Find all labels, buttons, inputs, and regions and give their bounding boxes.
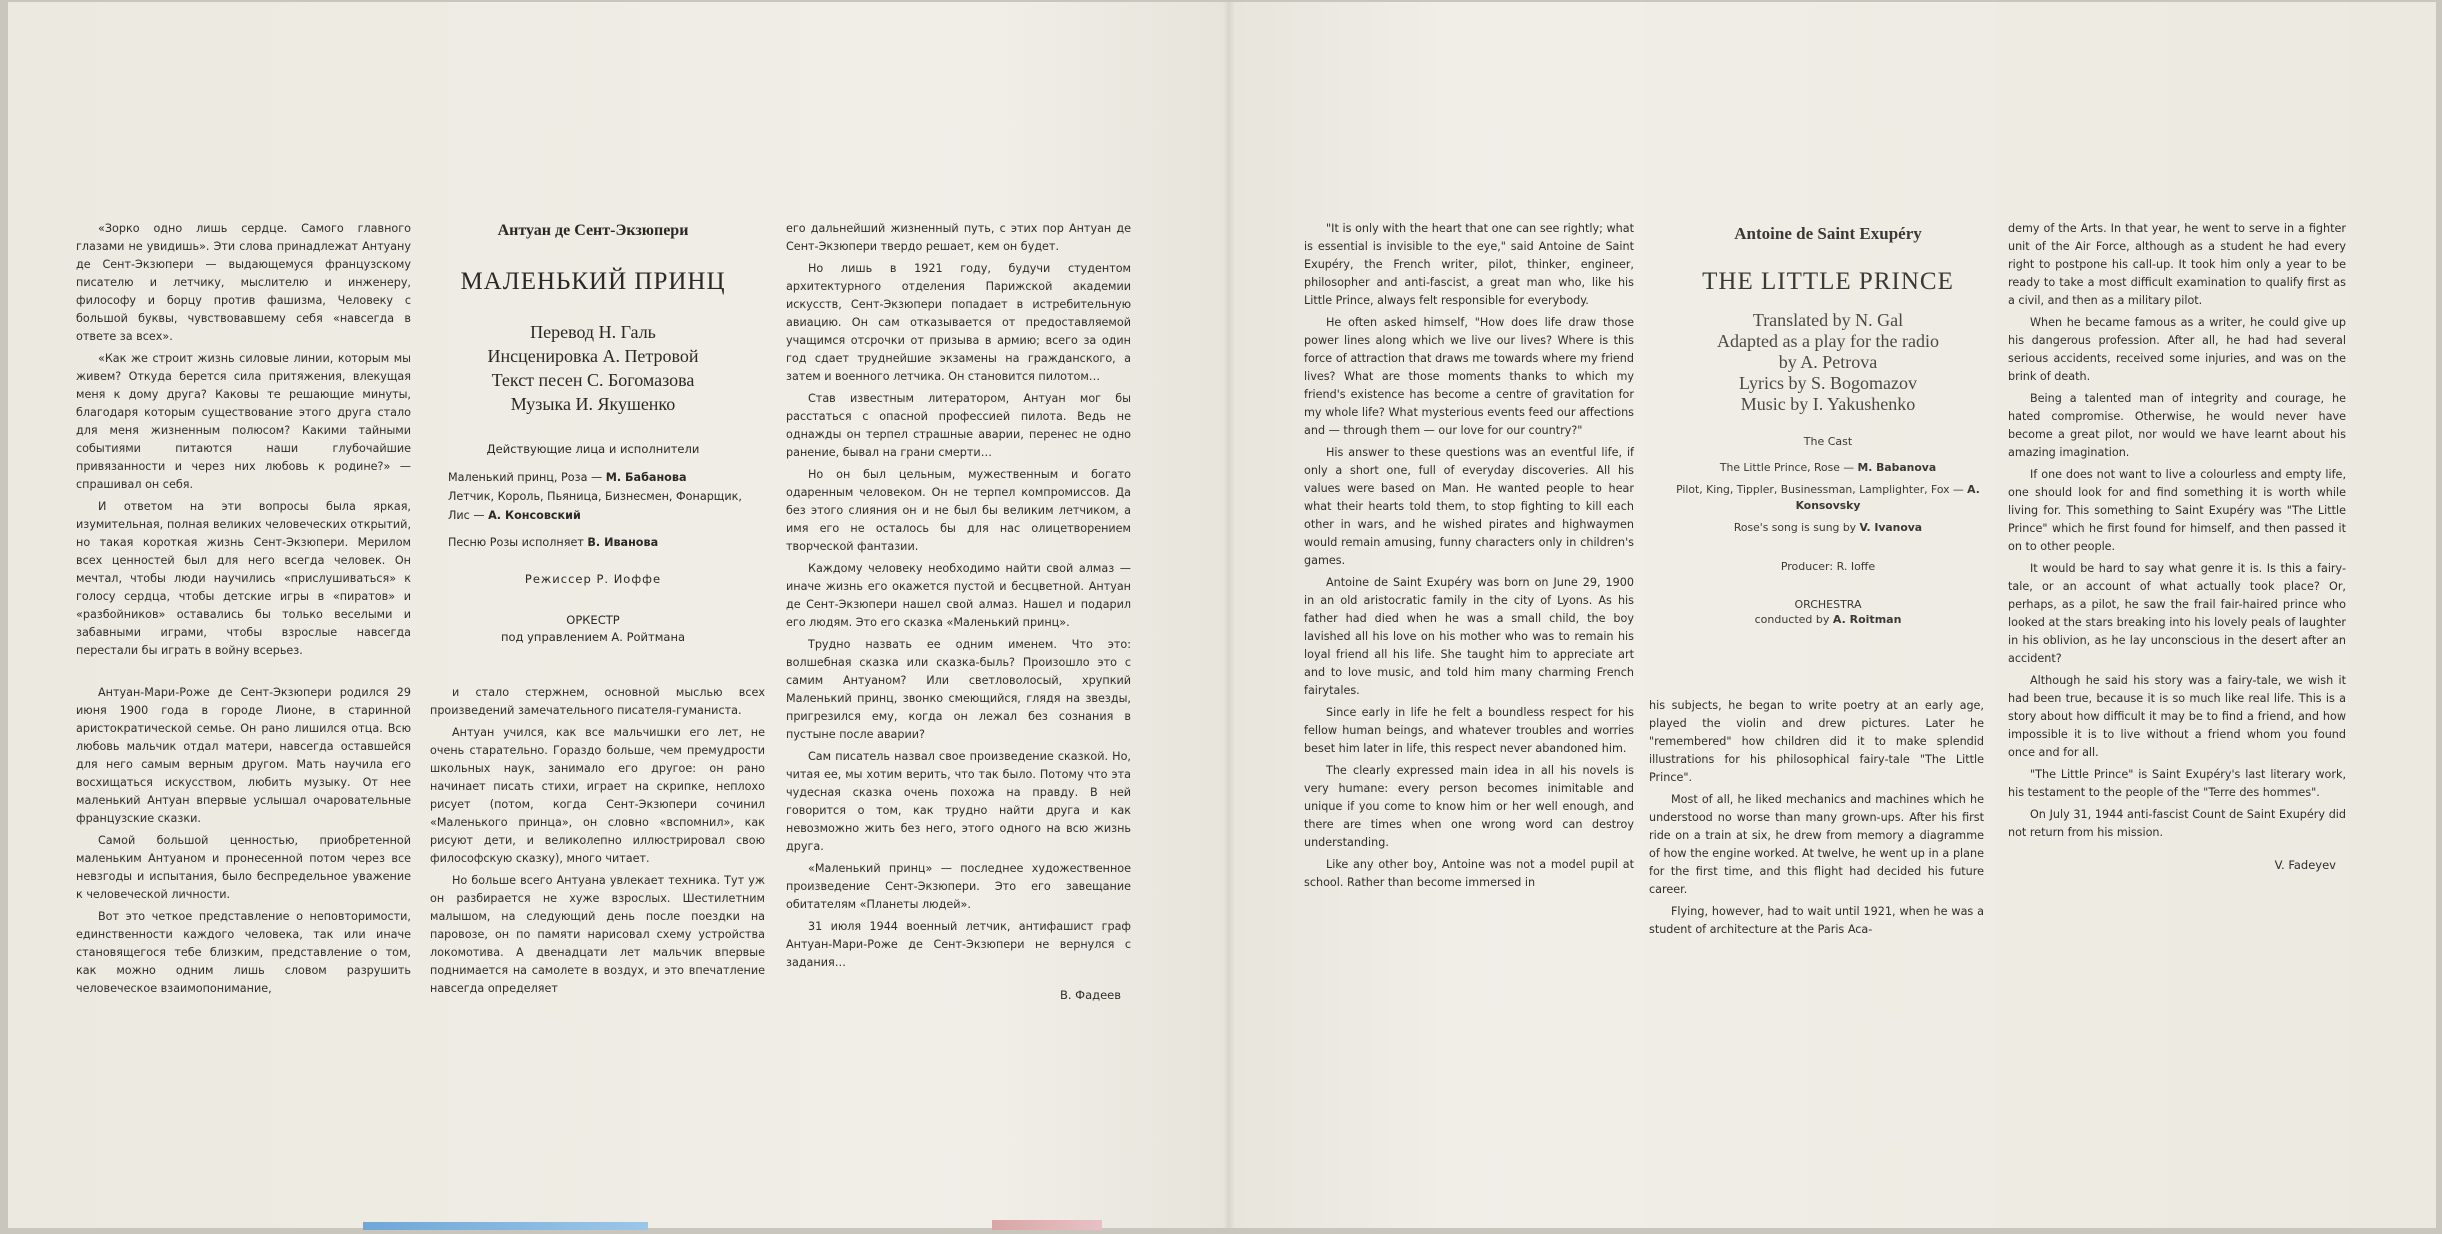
en-title: THE LITTLE PRINCE (1702, 268, 1954, 295)
cast-actor: A. Konsovsky (1795, 483, 1980, 512)
paragraph: Антуан-Мари-Роже де Сент-Экзюпери родился 29 июня 1900 года в городе Лионе, в старинной аристократической семье. Он рано лишился отца. Всю любовь мальчик отдал матери, навсегда оставшейся для него самым верным другом. Мать научила его восхищаться искусством, любить музыку. От нее маленький Антуан впервые услышал очаровательные французские сказки. (76, 686, 411, 825)
cast-row (448, 468, 758, 487)
orchestra-label: ORCHESTRA (1794, 598, 1862, 611)
ru-title-block (428, 222, 758, 646)
credit-line: Lyrics by S. Bogomazov (1739, 373, 1917, 393)
en-cast-list (1663, 460, 1993, 536)
paragraph: Like any other boy, Antoine was not a model pupil at school. Rather than become immersed in (1304, 858, 1634, 889)
paragraph: Flying, however, had to wait until 1921, when he was a student of architecture at the Paris Aca- (1649, 905, 1984, 936)
en-credits (1663, 310, 1993, 415)
album-sleeve (8, 2, 2436, 1228)
paragraph: «Как же строит жизнь силовые линии, которым мы живем? Откуда берется сила притяжения, влекущая меня к дому друга? Каковы те решающие минуты, благодаря которым существование этого друга стало для меня жизненным полюсом? Какими тайными событиями питаются наши глубочайшие привязанности и через них любовь к родине?» — спрашивал он себя. (76, 352, 411, 491)
credit-line: Translated by N. Gal (1752, 310, 1904, 330)
en-column-3 (2008, 220, 2346, 874)
ru-signature: В. Фадеев (1059, 988, 1121, 1002)
paragraph: «Зорко одно лишь сердце. Самого главного глазами не увидишь». Эти слова принадлежат Антуану де Сент-Экзюпери — выдающемуся французскому писателю и летчику, мыслителю и инженеру, философу и борцу против фашизма, Человеку с большой буквы, чувствовавшему себя «навсегда в ответе за всех». (76, 222, 411, 343)
paragraph: И ответом на эти вопросы была яркая, изумительная, полная великих человеческих открытий, но такая короткая жизнь Сент-Экзюпери. Мерилом всех ценностей был для него всегда человек. Он мечтал, чтобы люди научились «прислушиваться» к голосу сердца, чтобы детские игры в «пиратов» и «разбойников» оставались бы только веселыми и забавными играми, чтобы взрослые навсегда перестали бы играть в войну всерьез. (76, 500, 411, 657)
en-signature: V. Fadeyev (2274, 858, 2336, 872)
paragraph: "It is only with the heart that one can see rightly; what is essential is invisible to the eye," said Antoine de Saint Exupéry, the French writer, pilot, thinker, engineer, philosopher and anti-fascist, a great man who, like his Little Prince, always felt responsible for everybody. (1304, 222, 1634, 307)
blue-edge-mark (363, 1222, 648, 1230)
paragraph: Since early in life he felt a boundless respect for his fellow human beings, and whatever troubles and worries beset him later in life, this respect never abandoned him. (1304, 706, 1634, 755)
paragraph: Сам писатель назвал свое произведение сказкой. Но, читая ее, мы хотим верить, что так было. Потому что эта чудесная сказка очень похожа на правду. В ней говорится о том, как трудно найти друга и как невозможно жить без него, этого одного на всю жизнь друга. (786, 750, 1131, 853)
paragraph: Став известным литератором, Антуан мог бы расстаться с опасной профессией пилота. Ведь не однажды он терпел страшные аварии, перенес не одно ранение, бывал на грани смерти… (786, 392, 1131, 459)
cast-row (448, 533, 758, 552)
credit-line: by A. Petrova (1778, 352, 1878, 372)
paragraph: 31 июля 1944 военный летчик, антифашист граф Антуан-Мари-Роже де Сент-Экзюпери не вернулся с задания… (786, 920, 1131, 969)
cast-row (1663, 520, 1993, 536)
cast-row (1663, 460, 1993, 476)
pink-edge-mark (992, 1220, 1102, 1230)
ru-column-3 (786, 220, 1131, 1004)
cast-role: The Little Prince, Rose — (1719, 461, 1858, 474)
paragraph: Каждому человеку необходимо найти свой алмаз — иначе жизнь его окажется пустой и бесцветной. Антуан де Сент-Экзюпери нашел свой алмаз. Нашел и подарил его людям. Это его сказка «Маленький принц». (786, 562, 1131, 629)
song-actor: В. Иванова (587, 536, 659, 549)
paragraph: He often asked himself, "How does life draw those power lines along which we live our lives? Where is this force of attraction that draws me towards where my friend lives? What are those moments thanks to which my friend's existence has become a centre of gravitation for my whole life? What mysterious events feed our affections and — through them — our love for our country?" (1304, 316, 1634, 437)
credit-line: Music by I. Yakushenko (1740, 394, 1916, 414)
paragraph: Most of all, he liked mechanics and machines which he understood no worse than many grown-ups. After his first ride on a train at six, he drew from memory a diagramme of how the engine worked. At twelve, he went up in a plane for the first time, and this flight had decided his future career. (1649, 793, 1984, 896)
song-role: Rose's song is sung by (1733, 521, 1860, 534)
paragraph: Но лишь в 1921 году, будучи студентом архитектурного отделения Парижской академии искусств, Сент-Экзюпери попадает в истребительную авиацию. Он сам отказывается от предоставляемой учащимся отсрочки от призыва в армию; всего за один год сдает труднейшие экзамены на гражданского, а затем и военного летчика. Он становится пилотом… (786, 262, 1131, 383)
cast-role: Pilot, King, Tippler, Businessman, Lamplighter, Fox — (1676, 483, 1968, 496)
en-orchestra (1663, 597, 1993, 627)
paragraph: Antoine de Saint Exupéry was born on June 29, 1900 in an old aristocratic family in the city of Lyons. As his father had died when he was a small child, the boy lavished all his love on his mother who was to remain his loyal friend all his life. She taught him to appreciate art and to love music, and told him many charming French fairytales. (1304, 576, 1634, 697)
en-column-1 (1304, 220, 1634, 892)
ru-author: Антуан де Сент-Экзюпери (497, 222, 689, 239)
paragraph: и стало стержнем, основной мыслью всех произведений замечательного писателя-гуманиста. (430, 686, 765, 717)
ru-credits (428, 320, 758, 416)
song-role: Песню Розы исполняет (448, 536, 588, 549)
paragraph: Вот это четкое представление о неповторимости, единственности каждого человека, так или иначе становящегося тебе близким, представление о том, как можно одним лишь словом разрушить человеческое взаимопонимание, (76, 910, 411, 995)
cast-row (1663, 482, 1993, 514)
conductor (1663, 612, 1993, 627)
song-actor: V. Ivanova (1859, 521, 1923, 534)
conductor: под управлением А. Ройтмана (500, 630, 686, 644)
paragraph: On July 31, 1944 anti-fascist Count de Saint Exupéry did not return from his mission. (2008, 808, 2346, 839)
credit-line: Инсценировка А. Петровой (487, 346, 699, 366)
ru-column-1-bottom (76, 684, 411, 998)
cast-actor: А. Консовский (488, 509, 581, 522)
cast-row (448, 487, 758, 525)
credit-line: Перевод Н. Галь (530, 322, 656, 342)
paragraph: его дальнейший жизненный путь, с этих пор Антуан де Сент-Экзюпери твердо решает, кем он будет. (786, 222, 1131, 253)
paragraph: Although he said his story was a fairy-tale, we wish it had been true, because it is so much like real life. This is a story about how difficult it may be to find a friend, and how impossible it is to live without a friend whom you found once and for all. (2008, 674, 2346, 759)
credit-line: Текст песен С. Богомазова (491, 370, 695, 390)
ru-director: Режиссер Р. Иоффе (524, 572, 662, 586)
ru-title: МАЛЕНЬКИЙ ПРИНЦ (460, 268, 726, 295)
ru-column-2-bottom (430, 684, 765, 998)
orchestra-label: ОРКЕСТР (566, 613, 620, 627)
paragraph: It would be hard to say what genre it is. Is this a fairy-tale, or an account of what actually took place? Or, perhaps, as a pilot, he saw the frail fair-haired prince who looked at the stars breaking into his lovely peals of laughter in his oblivion, as he lay unconscious in the desert after an accident? (2008, 562, 2346, 665)
conductor-prefix: conducted by (1754, 613, 1833, 626)
paragraph: "The Little Prince" is Saint Exupéry's last literary work, his testament to the people of the "Terre des hommes". (2008, 768, 2346, 799)
cast-role: Летчик, Король, Пьяница, Бизнесмен, Фонарщик, Лис — (448, 490, 742, 522)
paragraph: his subjects, he began to write poetry at an early age, played the violin and drew pictures. Later he "remembered" how children did it to make splendid illustrations for his philosophical fairy-tale "The Little Prince". (1649, 699, 1984, 784)
paragraph: Трудно назвать ее одним именем. Что это: волшебная сказка или сказка-быль? Произошло это с самим Антуаном? Или светловолосый, хрупкий Маленький принц, звонко смеющийся, глядя на звезды, пригрезился ему, когда он лежал без сознания в пустыне после аварии? (786, 638, 1131, 741)
credit-line: Музыка И. Якушенко (510, 394, 676, 414)
en-column-2-bottom (1649, 697, 1984, 939)
ru-cast-heading: Действующие лица и исполнители (486, 442, 700, 456)
cast-actor: М. Бабанова (605, 471, 687, 484)
paragraph: Но больше всего Антуана увлекает техника. Тут уж он разбирается не хуже взрослых. Шестилетним малышом, на следующий день после поездки на паровозе, он по памяти нарисовал схему устройства локомотива. А двенадцати лет мальчик впервые поднимается на самолете в воздух, и это впечатление навсегда определяет (430, 874, 765, 995)
ru-cast-list (428, 468, 758, 552)
conductor-name: A. Roitman (1832, 613, 1902, 626)
paragraph: If one does not want to live a colourless and empty life, one should look for and find something it is worth while living for. This something to Saint Exupéry was "The Little Prince" which he first found for himself, and then passed it on to other people. (2008, 468, 2346, 553)
en-producer: Producer: R. Ioffe (1780, 560, 1876, 573)
paragraph: «Маленький принц» — последнее художественное произведение Сент-Экзюпери. Это его завещание обитателям «Планеты людей». (786, 862, 1131, 911)
paragraph: The clearly expressed main idea in all his novels is very humane: every person becomes inimitable and unique if you come to know him or her well enough, and there are times when one wrong word can destroy understanding. (1304, 764, 1634, 849)
cast-actor: M. Babanova (1857, 461, 1937, 474)
paragraph: Но он был цельным, мужественным и богато одаренным человеком. Он не терпел компромиссов. Да без этого слияния он и не был бы великим летчиком, а имя его не осталось бы для нас олицетворением творческой фантазии. (786, 468, 1131, 553)
paragraph: Антуан учился, как все мальчишки его лет, не очень старательно. Гораздо больше, чем премудрости школьных наук, занимало его другое: он рано начинает писать стихи, играет на скрипке, неплохо рисует (потом, когда Сент-Экзюпери сочинил «Маленького принца», он словно «вспомнил», как рисуют дети, и великолепно иллюстрировал свою философскую сказку), много читает. (430, 726, 765, 865)
paragraph: Being a talented man of integrity and courage, he hated compromise. Otherwise, he would never have become a great pilot, nor would we have learnt about his amazing imagination. (2008, 392, 2346, 459)
cast-role: Маленький принц, Роза — (448, 471, 606, 484)
en-title-block (1663, 224, 1993, 627)
paragraph: When he became famous as a writer, he could give up his dangerous profession. After all, he had had several serious accidents, received some injuries, and was on the brink of death. (2008, 316, 2346, 383)
paragraph: Самой большой ценностью, приобретенной маленьким Антуаном и пронесенной потом через все невзгоды и испытания, было беспредельное уважение к человеческой личности. (76, 834, 411, 901)
credit-line: Adapted as a play for the radio (1717, 331, 1939, 351)
paragraph: demy of the Arts. In that year, he went to serve in a fighter unit of the Air Force, although as a student he had every right to postpone his call-up. It took him only a year to be ready to take a most difficult examination to qualify first as a civil, and then as a military pilot. (2008, 222, 2346, 307)
ru-column-1-top (76, 220, 411, 660)
center-fold (1223, 2, 1235, 1228)
paragraph: His answer to these questions was an eventful life, if only a short one, full of everyday discoveries. All his values were based on Man. He wanted people to hear what their hearts told them, to stop fighting to kill each other in wars, and he wished pirates and highwaymen would remain amusing, funny characters only in children's games. (1304, 446, 1634, 567)
en-author: Antoine de Saint Exupéry (1734, 224, 1922, 243)
en-cast-heading: The Cast (1803, 435, 1853, 448)
ru-orchestra (428, 612, 758, 646)
